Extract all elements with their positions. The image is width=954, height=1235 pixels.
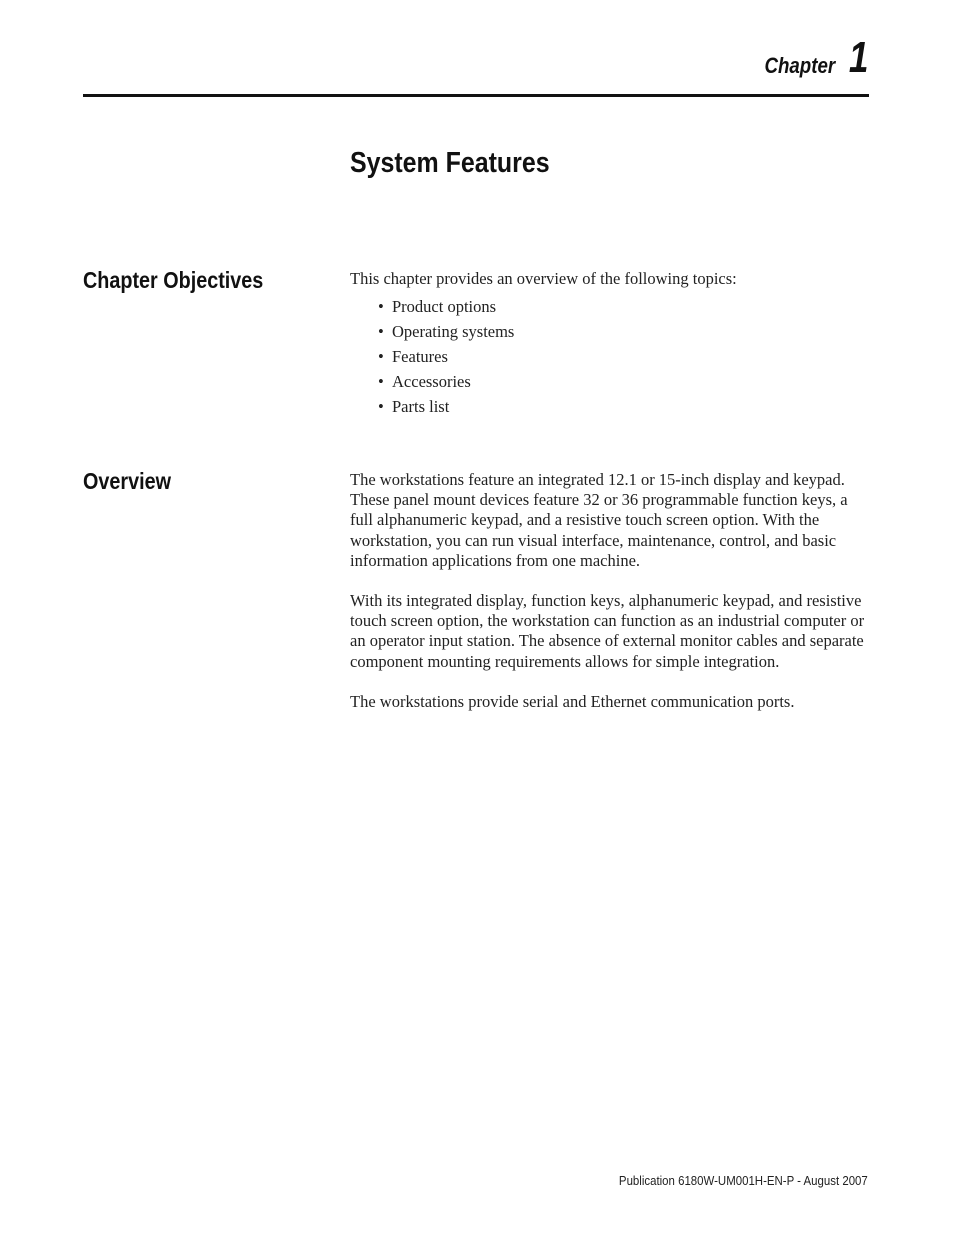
objectives-body — [350, 269, 865, 419]
overview-paragraph: With its integrated display, function keys, alphanumeric keypad, and resistive touch screen option, the workstation can function as an industrial computer or an operator input station. The absence of external monitor cables and separate component mounting requirements allows for simple integration. — [350, 591, 865, 671]
list-item: • Accessories — [378, 369, 865, 394]
overview-paragraph: The workstations feature an integrated 12.1 or 15-inch display and keypad. These panel mount devices feature 32 or 36 programmable function keys, a full alphanumeric keypad, and a resistive touch screen option. With the workstation, you can run visual interface, maintenance, control, and basic information applications from one machine. — [350, 470, 848, 570]
topics-list — [350, 294, 865, 419]
list-item: • Operating systems — [378, 319, 865, 344]
chapter-number: 1 — [848, 33, 868, 82]
header-rule — [83, 94, 869, 97]
list-item: • Product options — [378, 294, 865, 319]
section-heading-overview: Overview — [83, 468, 171, 494]
list-item: • Features — [378, 344, 865, 369]
list-item: • Parts list — [378, 394, 865, 419]
overview-body — [350, 470, 865, 712]
publication-footer: Publication 6180W-UM001H-EN-P - August 2007 — [619, 1173, 868, 1188]
chapter-header — [752, 33, 868, 82]
chapter-label: Chapter — [764, 53, 836, 78]
page-title: System Features — [350, 147, 550, 179]
objectives-intro: This chapter provides an overview of the following topics: — [350, 269, 737, 288]
section-heading-objectives: Chapter Objectives — [83, 267, 264, 293]
overview-paragraph: The workstations provide serial and Ethernet communication ports. — [350, 691, 795, 711]
